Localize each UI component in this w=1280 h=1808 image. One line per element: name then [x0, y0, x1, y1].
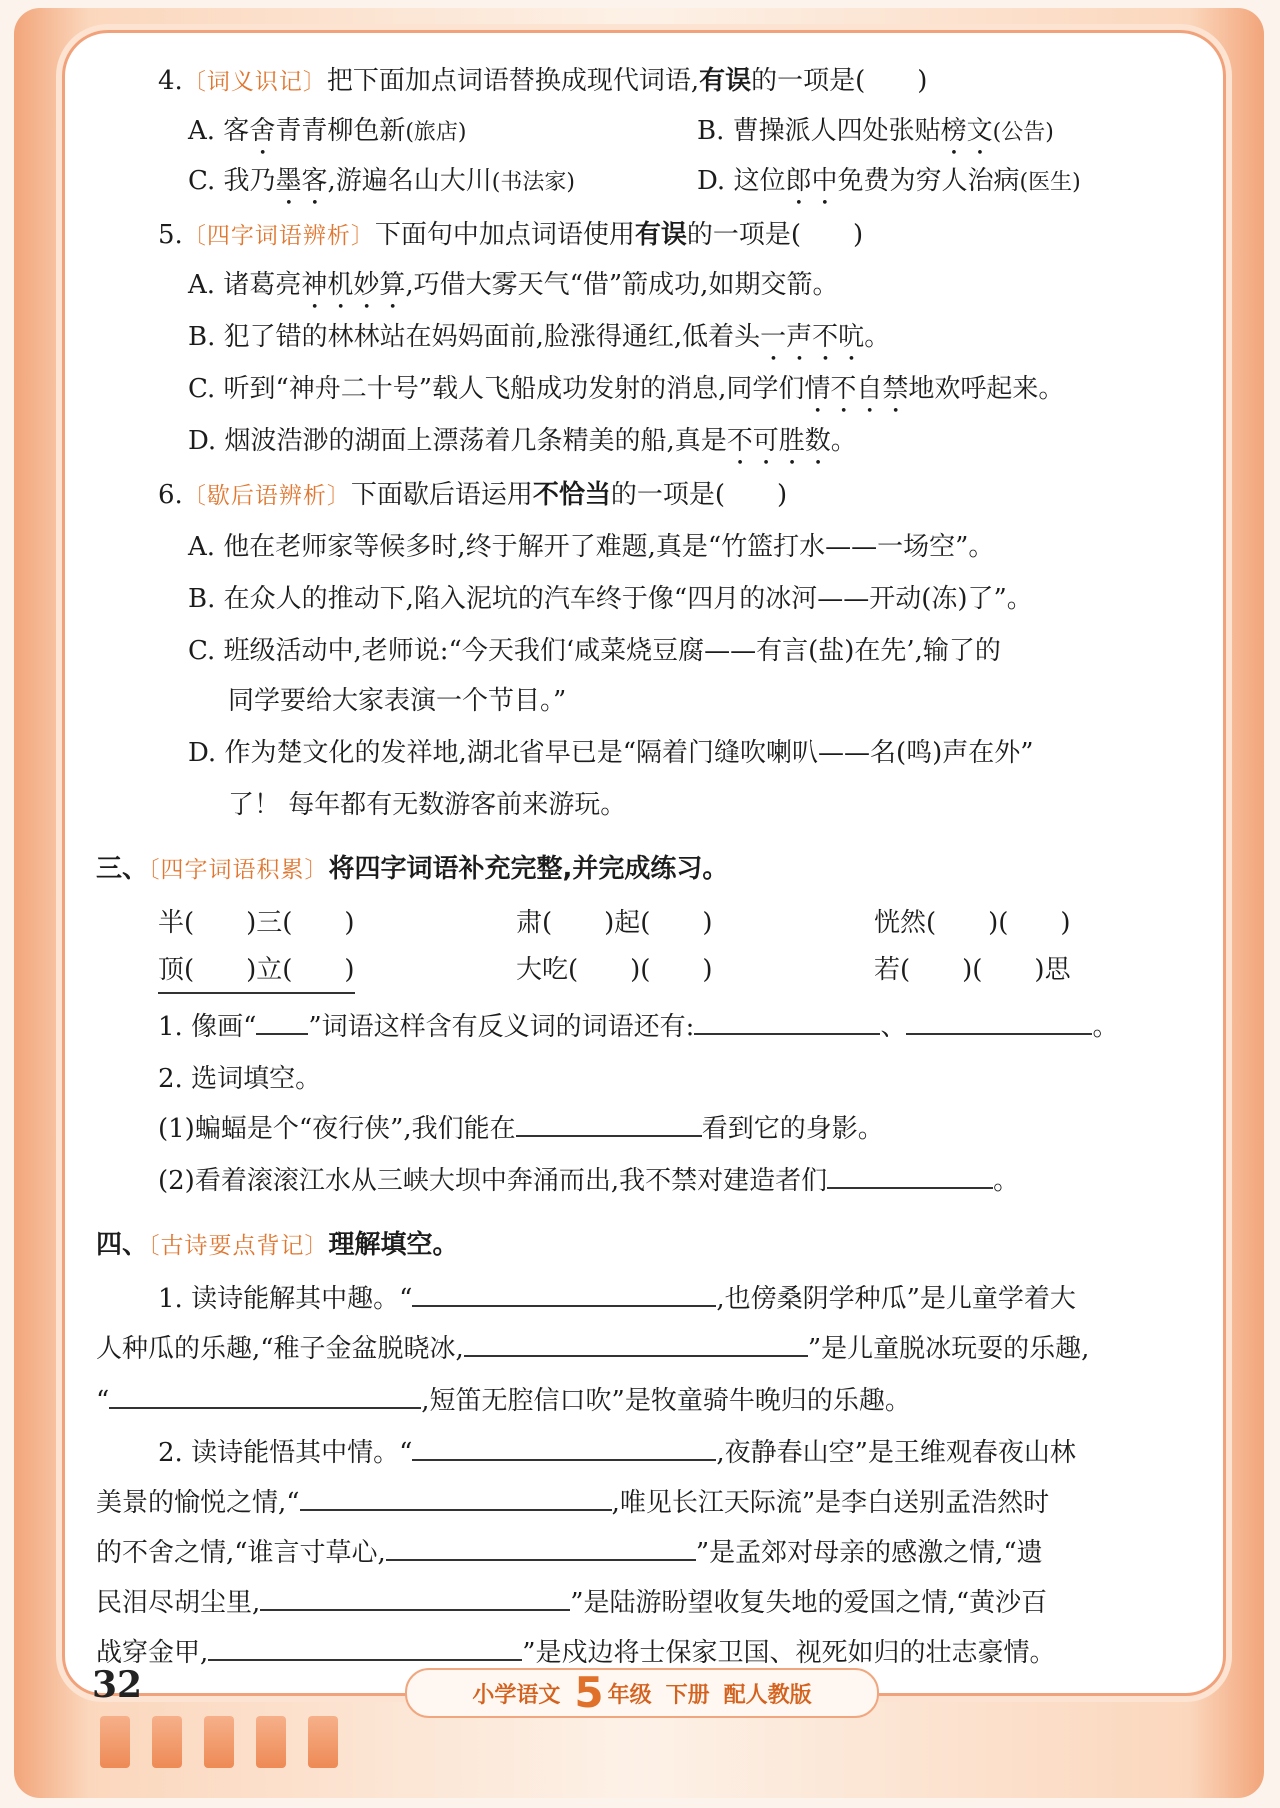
poem-text: ”是戍边将士保家卫国、视死如归的壮志豪情。 — [522, 1638, 1056, 1668]
book-volume: 下册 — [665, 1682, 710, 1708]
question-text: 1. 像画“ — [158, 1012, 257, 1042]
option-text: C. 听到“神舟二十号”载人飞船成功发射的消息,同学们 — [188, 374, 805, 404]
section-3-title: 将四字词语补充完整,并完成练习。 — [328, 854, 729, 884]
decor-bar — [100, 1716, 130, 1768]
poem-text: ,也傍桑阴学种瓜”是儿童学着大 — [716, 1284, 1076, 1314]
question-text: 看到它的身影。 — [701, 1114, 884, 1144]
footer-decoration — [100, 1716, 338, 1768]
section-3-tag: 〔 四字词语积累 〕 — [148, 857, 329, 883]
q6-stem-emphasis: 不恰当 — [532, 480, 611, 510]
decor-bar — [308, 1716, 338, 1768]
q6-option-d: D. 作为楚文化的发祥地,湖北省早已是“隔着门缝吹喇叭——名(鸣)声在外” — [188, 738, 1034, 768]
page-number: 32 — [92, 1664, 143, 1706]
q6-stem-end: 的一项是( ) — [610, 480, 788, 510]
poem-2-line-2 — [96, 1478, 1049, 1528]
answer-blank[interactable] — [694, 1003, 880, 1035]
q4-stem-emphasis: 有误 — [699, 66, 752, 96]
q6-number: 6. — [158, 480, 183, 510]
answer-blank[interactable] — [516, 1105, 702, 1137]
option-note: (医生) — [1019, 170, 1081, 195]
section-number: 三、 — [96, 854, 149, 884]
answer-blank[interactable] — [256, 1003, 308, 1035]
poem-text: ,唯见长江天际流”是李白送别孟浩然时 — [611, 1488, 1050, 1518]
sec3-question-2-1 — [158, 1104, 884, 1154]
book-label — [405, 1668, 879, 1718]
option-text: 青青柳色新 — [275, 116, 406, 146]
poem-1-line-2 — [96, 1324, 1089, 1374]
poem-2-line-3 — [96, 1528, 1043, 1578]
section-number: 四、 — [96, 1230, 149, 1260]
q4-option-b — [697, 106, 1054, 161]
poem-2-line-1 — [158, 1428, 1076, 1478]
q6-option-d-cont: 了！ 每年都有无数游客前来游玩。 — [228, 790, 627, 820]
option-text: D. 这位 — [697, 166, 786, 196]
separator: 、 — [880, 1012, 907, 1042]
dotted-word: 一声不吭 — [760, 322, 865, 352]
poem-text: 民泪尽胡尘里, — [96, 1588, 261, 1618]
q6-option-c-cont: 同学要给大家表演一个节目。” — [228, 686, 567, 716]
answer-blank[interactable] — [906, 1003, 1092, 1035]
q5-option-c — [188, 364, 1064, 419]
q5-number: 5. — [158, 220, 183, 250]
question-text: (1)蝙蝠是个“夜行侠”,我们能在 — [158, 1114, 516, 1144]
book-grade-number: 5 — [574, 1668, 604, 1717]
q4-number: 4. — [158, 66, 183, 96]
answer-blank[interactable] — [412, 1429, 716, 1461]
option-text: 。 — [864, 322, 891, 352]
poem-text: “ — [96, 1386, 110, 1416]
q6-stem — [158, 470, 787, 521]
q6-option-a: A. 他在老师家等候多时,终于解开了难题,真是“竹篮打水——一场空”。 — [188, 532, 995, 562]
q4-option-c — [188, 156, 575, 211]
book-edition: 配人教版 — [723, 1682, 812, 1708]
sec3-question-1 — [158, 1002, 1118, 1052]
q5-tag: 〔 四字词语辨析 〕 — [183, 223, 375, 249]
option-text: ,巧借大雾天气“借”箭成功,如期交箭。 — [405, 270, 839, 300]
q4-option-d — [697, 156, 1081, 211]
option-text: 。 — [830, 426, 857, 456]
dotted-word: 榜文 — [940, 116, 993, 146]
decor-bar — [152, 1716, 182, 1768]
poem-1-line-3 — [96, 1376, 911, 1426]
option-text: C. 我乃 — [188, 166, 276, 196]
poem-text: ”是儿童脱冰玩耍的乐趣, — [807, 1334, 1090, 1364]
dotted-word: 情不自禁 — [804, 374, 909, 404]
q5-stem-emphasis: 有误 — [634, 220, 687, 250]
q4-stem — [158, 56, 927, 107]
idiom-ruo-si: 若( )( )思 — [874, 955, 1071, 985]
q4-option-a — [188, 106, 467, 161]
poem-text: ,短笛无腔信口吹”是牧童骑牛晚归的乐趣。 — [421, 1386, 911, 1416]
q5-option-d — [188, 416, 857, 471]
poem-text: 战穿金甲, — [96, 1638, 209, 1668]
answer-blank[interactable] — [827, 1157, 993, 1189]
poem-text: 的不舍之情,“谁言寸草心, — [96, 1538, 386, 1568]
poem-text: ”是孟郊对母亲的感激之情,“遗 — [695, 1538, 1043, 1568]
answer-blank[interactable] — [260, 1579, 570, 1611]
q4-tag: 〔 词义识记 〕 — [183, 69, 327, 95]
option-text: B. 犯了错的林林站在妈妈面前,脸涨得通红,低着头 — [188, 322, 761, 352]
option-text: B. 曹操派人四处张贴 — [697, 116, 941, 146]
dotted-word: 郎中 — [785, 166, 838, 196]
section-4-heading — [96, 1220, 459, 1271]
option-text: ,游遍名山大川 — [327, 166, 492, 196]
answer-blank[interactable] — [412, 1275, 716, 1307]
answer-blank[interactable] — [300, 1479, 612, 1511]
q6-tag: 〔 歇后语辨析 〕 — [183, 483, 351, 509]
answer-blank[interactable] — [109, 1377, 421, 1409]
answer-blank[interactable] — [464, 1325, 808, 1357]
q5-stem-end: 的一项是( ) — [686, 220, 864, 250]
q4-stem-end: 的一项是( ) — [751, 66, 928, 96]
dotted-word: 不可胜数 — [726, 426, 831, 456]
sec3-question-2: 2. 选词填空。 — [158, 1064, 322, 1094]
question-text: ”词语这样含有反义词的词语还有: — [308, 1012, 695, 1042]
decor-bar — [204, 1716, 234, 1768]
poem-text: 美景的愉悦之情,“ — [96, 1488, 300, 1518]
question-text: (2)看着滚滚江水从三峡大坝中奔涌而出,我不禁对建造者们 — [158, 1166, 828, 1196]
idiom-half-three: 半( )三( ) — [158, 908, 355, 938]
poem-text: ,夜静春山空”是王维观春夜山林 — [716, 1438, 1076, 1468]
q4-stem-text: 把下面加点词语替换成现代词语, — [326, 66, 700, 96]
poem-2-line-4 — [96, 1578, 1047, 1628]
option-text: D. 烟波浩渺的湖面上漂荡着几条精美的船,真是 — [188, 426, 727, 456]
decor-bar — [256, 1716, 286, 1768]
period: 。 — [1092, 1012, 1119, 1042]
option-text: 免费为穷人治病 — [837, 166, 1020, 196]
answer-blank[interactable] — [386, 1529, 696, 1561]
option-text: A. 客 — [188, 116, 250, 146]
idiom-ding-li: 顶( )立( ) — [158, 948, 355, 994]
q5-option-b — [188, 312, 890, 367]
book-grade: 年级 — [607, 1682, 652, 1708]
q5-option-a — [188, 260, 838, 315]
idiom-su-qi: 肃( )起( ) — [516, 908, 713, 938]
option-note: (旅店) — [405, 120, 467, 145]
poem-text: 2. 读诗能悟其中情。“ — [158, 1438, 413, 1468]
dotted-word: 舍 — [249, 116, 276, 146]
q6-option-b: B. 在众人的推动下,陷入泥坑的汽车终于像“四月的冰河——开动(冻)了”。 — [188, 584, 1033, 614]
dotted-word: 墨客 — [275, 166, 328, 196]
section-4-title: 理解填空。 — [328, 1230, 459, 1260]
option-text: 地欢呼起来。 — [908, 374, 1065, 404]
period: 。 — [993, 1166, 1020, 1196]
option-text: A. 诸葛亮 — [188, 270, 302, 300]
answer-blank[interactable] — [208, 1629, 522, 1661]
option-note: (公告) — [992, 120, 1054, 145]
poem-1-line-1 — [158, 1274, 1076, 1324]
q6-option-c: C. 班级活动中,老师说:“今天我们‘咸菜烧豆腐——有言(盐)在先’,输了的 — [188, 636, 1001, 666]
section-3-heading — [96, 844, 728, 895]
q5-stem-text: 下面句中加点词语使用 — [374, 220, 635, 250]
dotted-word: 神机妙算 — [301, 270, 406, 300]
poem-text: 1. 读诗能解其中趣。“ — [158, 1284, 413, 1314]
book-subject: 小学语文 — [472, 1682, 561, 1708]
idiom-huang-ran: 恍然( )( ) — [874, 908, 1071, 938]
q6-stem-text: 下面歇后语运用 — [350, 480, 533, 510]
poem-text: 人种瓜的乐趣,“稚子金盆脱晓冰, — [96, 1334, 464, 1364]
section-4-tag: 〔 古诗要点背记 〕 — [148, 1233, 329, 1259]
sec3-question-2-2 — [158, 1156, 1019, 1206]
poem-text: ”是陆游盼望收复失地的爱国之情,“黄沙百 — [570, 1588, 1048, 1618]
option-note: (书法家) — [491, 170, 575, 195]
q5-stem — [158, 210, 863, 261]
idiom-da-chi: 大吃( )( ) — [516, 955, 713, 985]
